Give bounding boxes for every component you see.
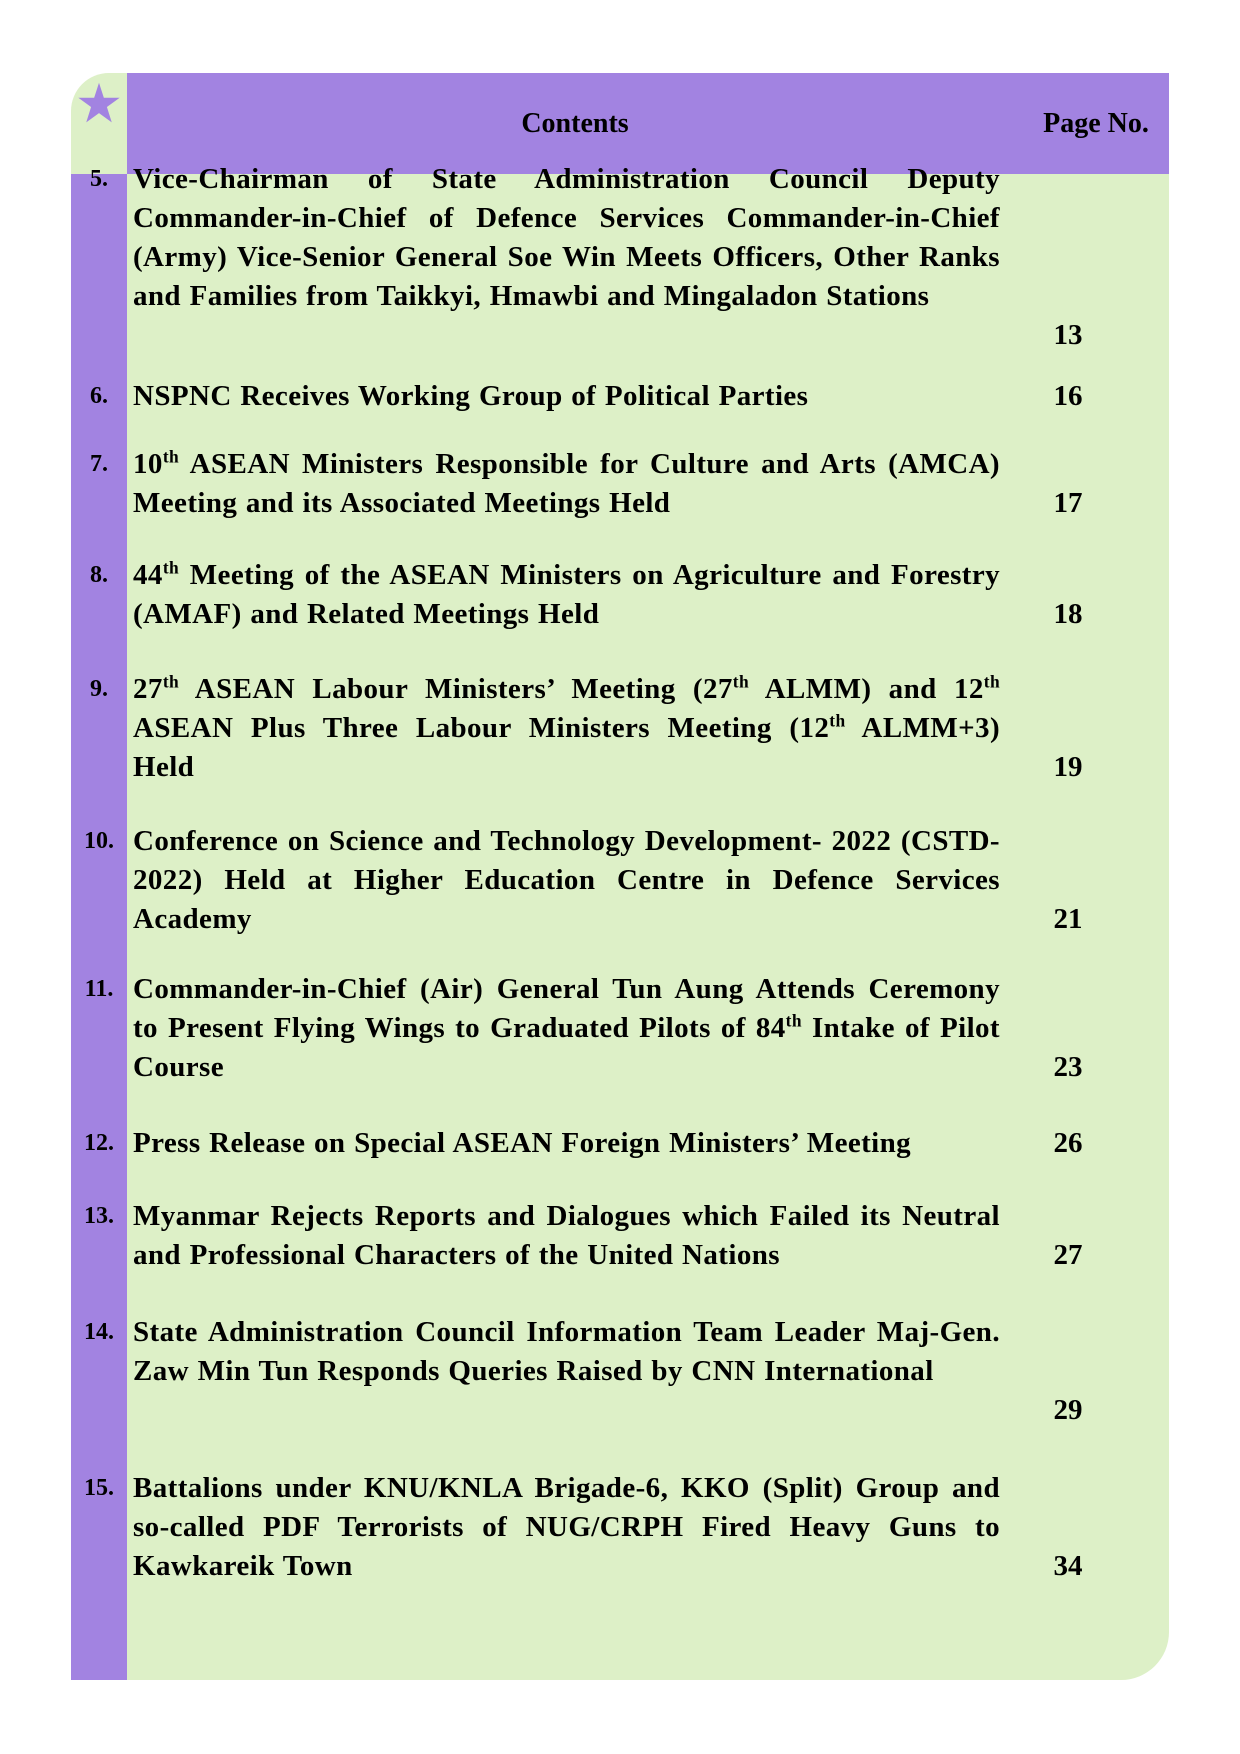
entry-page: 19 [1053,751,1083,783]
entry-number: 8. [90,562,108,588]
entry-title: Battalions under KNU/KNLA Brigade-6, KKO (Split) Group and so-called PDF Terrorists of NUG/CRPH Fired Heavy Guns to Kawkareik Town [133,1472,1000,1582]
entry-number: 7. [90,451,108,477]
entry-title: NSPNC Receives Working Group of Political Parties [133,380,809,412]
entry-page: 21 [1053,903,1083,935]
entry-title: Vice-Chairman of State Administration Council Deputy Commander-in-Chief of Defence Services Commander-in-Chief (Army) Vice-Senior General Soe Win Meets Officers, Other Ranks and Families from Taikkyi, Hmawbi and Mingaladon Stations [133,163,1000,312]
entry-title: State Administration Council Information Team Leader Maj-Gen. Zaw Min Tun Responds Queries Raised by CNN International [133,1316,1000,1387]
entry-number: 11. [84,976,114,1002]
entry-page: 16 [1053,380,1083,412]
entry-title: 44th Meeting of the ASEAN Ministers on Agriculture and Forestry (AMAF) and Related Meetings Held [133,557,1000,630]
entry-title: 10th ASEAN Ministers Responsible for Culture and Arts (AMCA) Meeting and its Associated Meetings Held [133,446,1000,519]
contents-header [127,73,1169,174]
entry-number: 5. [90,166,108,192]
entry-page: 26 [1053,1127,1083,1159]
entry-title: Press Release on Special ASEAN Foreign Ministers’ Meeting [133,1127,912,1159]
contents-panel [71,73,1169,1680]
entry-page: 18 [1053,598,1083,630]
entry-number: 13. [84,1203,114,1229]
entry-page: 17 [1053,487,1083,519]
entry-page: 34 [1053,1550,1083,1582]
entry-page: 29 [1053,1394,1083,1426]
star-icon [77,81,121,125]
contents-heading: Contents [521,108,629,139]
entry-number: 12. [84,1130,114,1156]
entry-number: 15. [84,1475,114,1501]
entry-page: 23 [1053,1051,1083,1083]
entry-page: 13 [1053,319,1083,351]
entry-title: Commander-in-Chief (Air) General Tun Aung Attends Ceremony to Present Flying Wings to Graduated Pilots of 84th Intake of Pilot Course [133,973,1000,1083]
entry-title: Conference on Science and Technology Development- 2022 (CSTD-2022) Held at Higher Education Centre in Defence Services Academy [133,825,1000,935]
entry-page: 27 [1053,1239,1083,1271]
entry-number: 6. [90,383,108,409]
page-number-heading: Page No. [1043,108,1149,139]
entry-title: Myanmar Rejects Reports and Dialogues which Failed its Neutral and Professional Characters of the United Nations [133,1200,1000,1271]
entry-number: 10. [84,828,114,854]
entry-number: 9. [90,676,108,702]
entry-number: 14. [84,1319,114,1345]
entry-title: 27th ASEAN Labour Ministers’ Meeting (27th ALMM) and 12th ASEAN Plus Three Labour Ministers Meeting (12th ALMM+3) Held [133,671,1001,783]
